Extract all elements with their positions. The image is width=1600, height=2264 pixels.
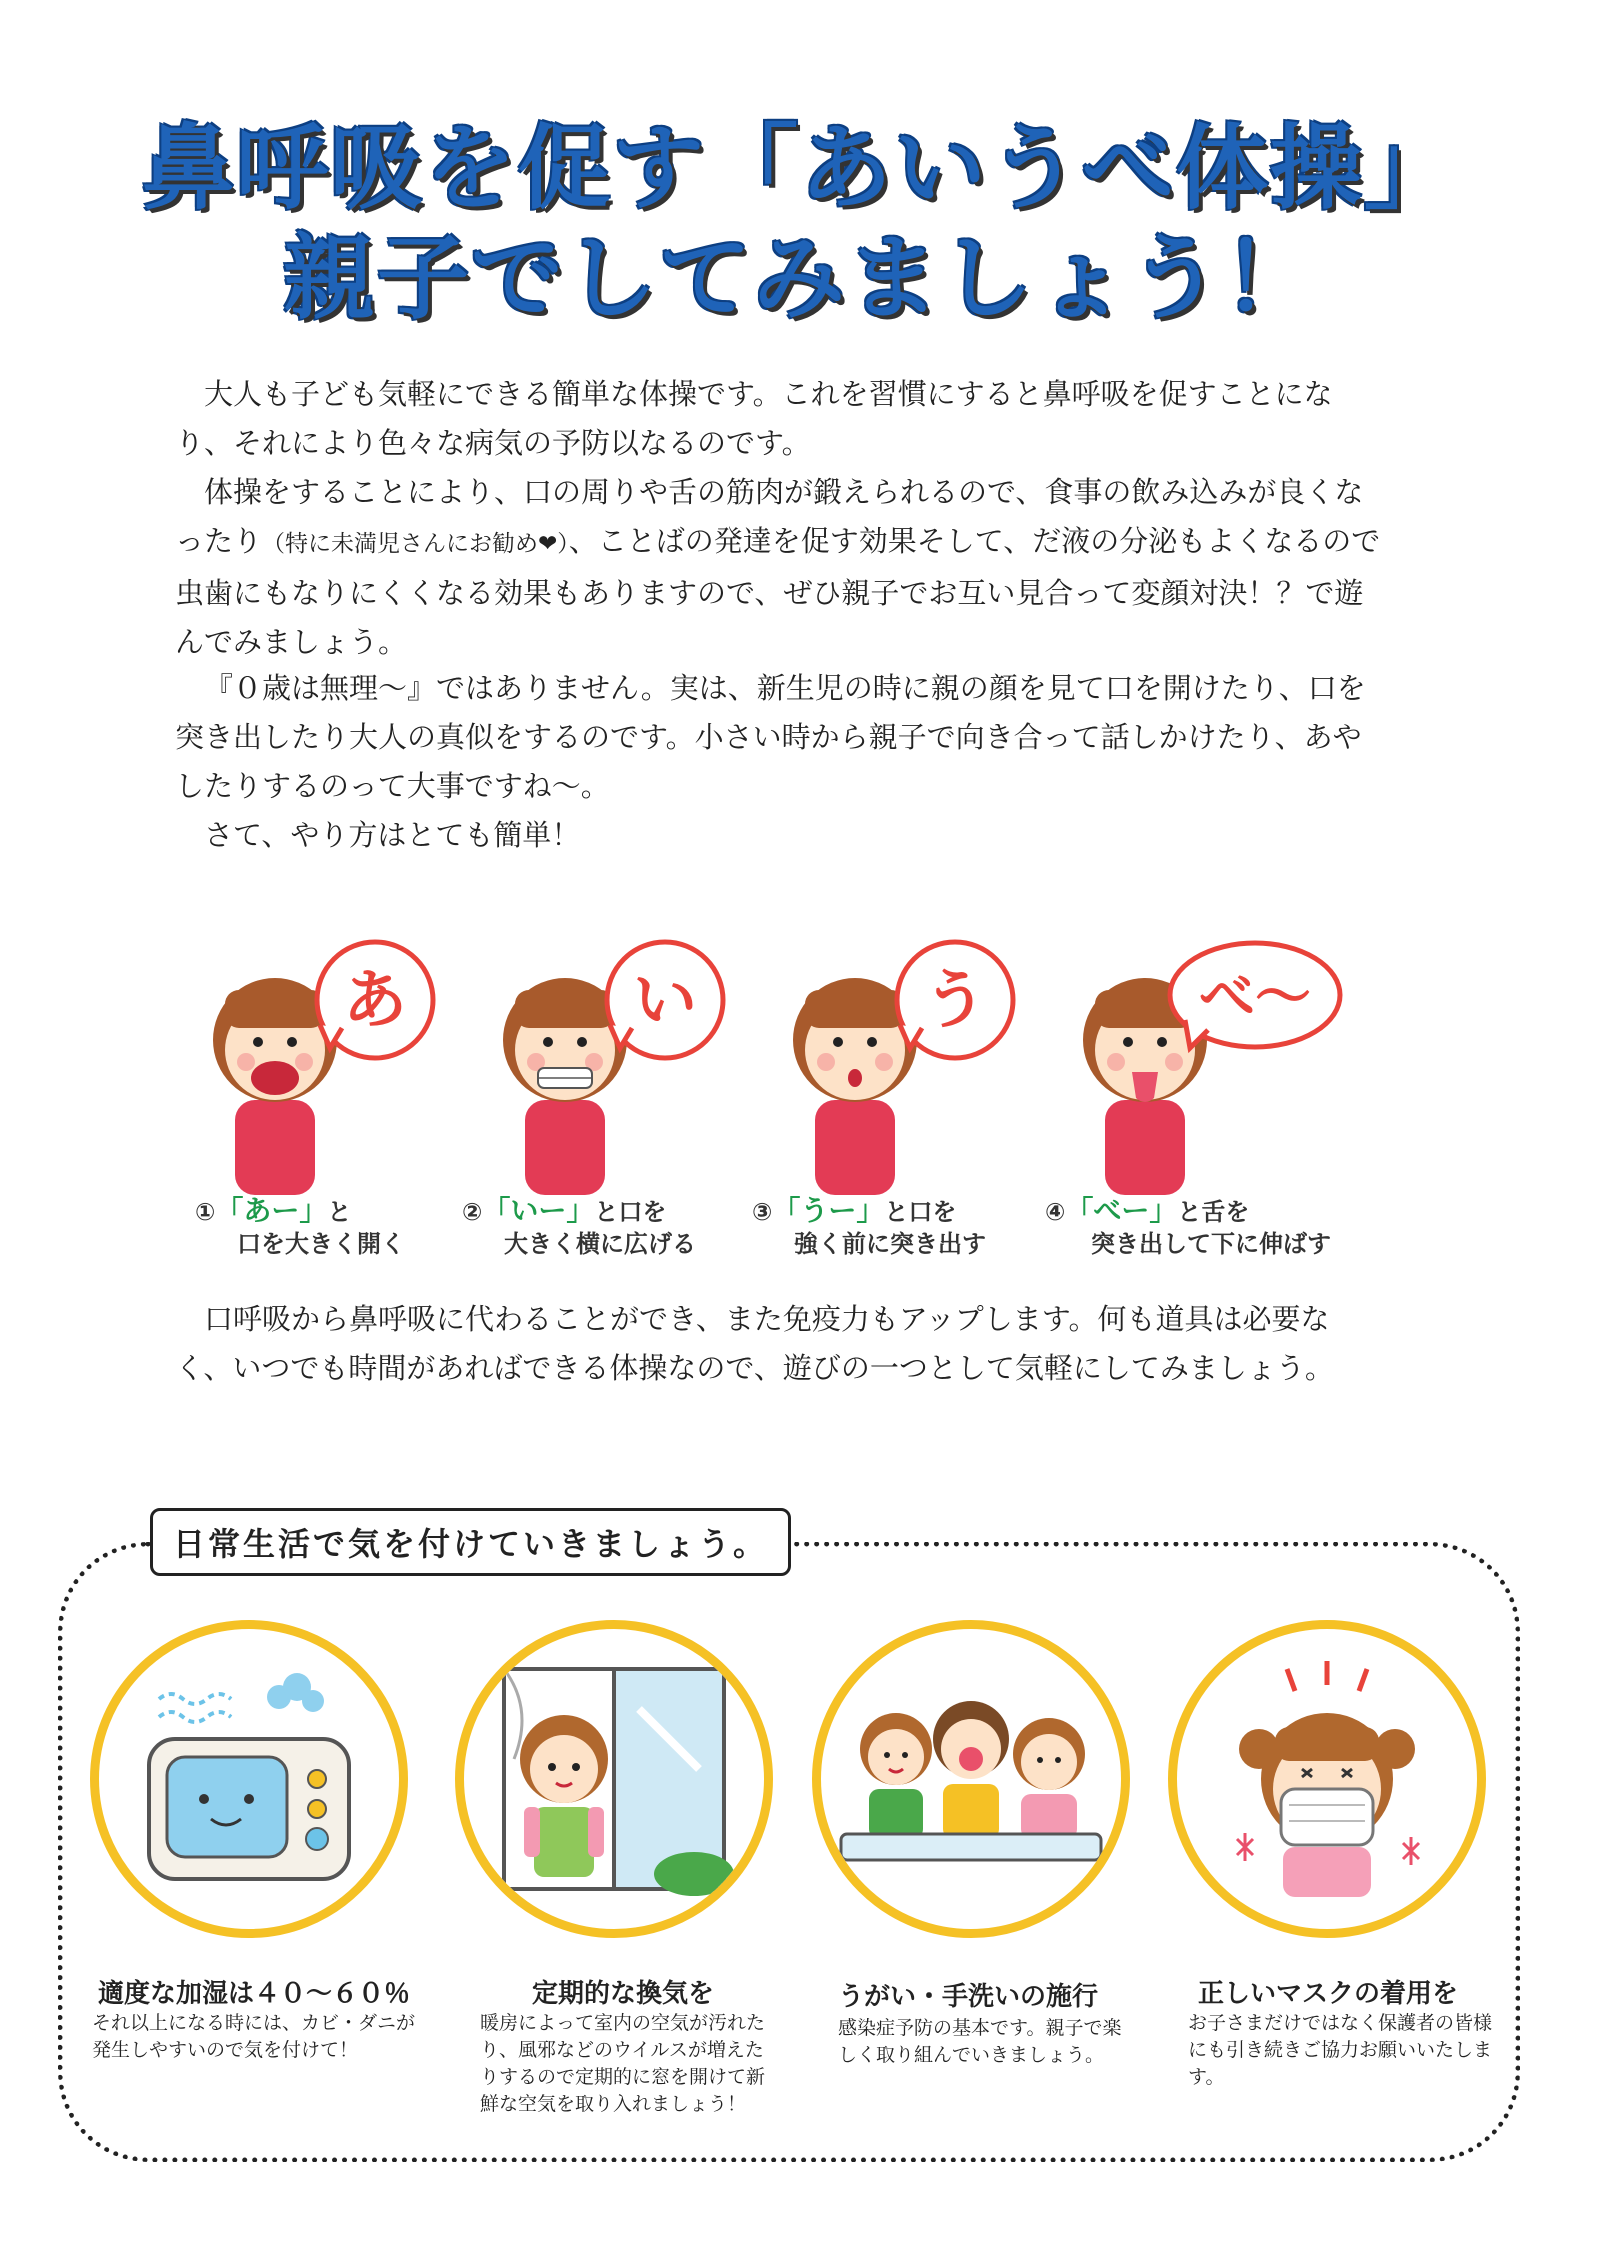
exercise-label-3-num: ③ bbox=[752, 1198, 773, 1226]
exercise-label-4-num: ④ bbox=[1045, 1198, 1066, 1226]
tip-2-title: 定期的な換気を bbox=[532, 1979, 715, 2009]
tip-1-title: 適度な加湿は４０～６０％ bbox=[98, 1979, 411, 2009]
exercise-label-1-kana: 「あー」 bbox=[215, 1194, 328, 1227]
tip-4-illustration bbox=[1168, 1620, 1486, 1938]
bubble-u-text: う bbox=[923, 964, 987, 1038]
exercise-figure-a bbox=[180, 930, 470, 1200]
daily-life-section-header: 日常生活で気を付けていきましょう。 bbox=[150, 1508, 791, 1576]
tip-3-body: 感染症予防の基本です。親子で楽しく取り組んでいきましょう。 bbox=[838, 2017, 1122, 2066]
exercise-label-3-suffix: と口を bbox=[884, 1198, 957, 1226]
page-title-line-1: 鼻呼吸を促す「あいうべ体操」 bbox=[141, 115, 1458, 222]
intro-paragraph-2-note: （特に未満児さんにお勧め❤） bbox=[262, 531, 569, 557]
exercise-label-1-desc: 口を大きく開く bbox=[237, 1230, 405, 1258]
exercise-label-2-kana: 「いー」 bbox=[482, 1194, 595, 1227]
exercise-label-4 bbox=[1045, 1195, 1331, 1260]
exercise-figure-i bbox=[470, 930, 760, 1200]
page-title-line-2: 親子でしてみましょう！ bbox=[282, 225, 1317, 332]
exercise-label-3 bbox=[752, 1195, 986, 1260]
tip-3-title: うがい・手洗いの施行 bbox=[838, 1982, 1099, 2012]
exercise-figure-be bbox=[1050, 930, 1350, 1200]
bubble-a-text: あ bbox=[343, 964, 407, 1038]
intro-paragraph-2-b: 、ことばの発達を促す効果そして、だ液の分泌もよくなるので虫歯にもなりにくくなる効果もありますので、ぜひ親子でお互い見合って変顔対決！？で遊んでみましょう。 bbox=[175, 524, 1381, 659]
tip-2-illustration bbox=[455, 1620, 773, 1938]
tip-2-body: 暖房によって室内の空気が汚れたり、風邪などのウイルスが増えたりするので定期的に窓を開けて新鮮な空気を取り入れましょう！ bbox=[480, 2012, 766, 2115]
exercise-label-4-suffix: と舌を bbox=[1177, 1198, 1250, 1226]
tip-4-body: お子さまだけではなく保護者の皆様にも引き続きご協力お願いいたします。 bbox=[1188, 2012, 1493, 2088]
tip-4-title: 正しいマスクの着用を bbox=[1198, 1979, 1459, 2009]
exercise-label-1-suffix: と bbox=[327, 1198, 352, 1226]
exercise-label-1 bbox=[195, 1195, 405, 1260]
intro-paragraph-2 bbox=[175, 468, 1385, 667]
intro-paragraph-2-a: 体操をすることにより、口の周りや舌の筋肉が鍛えられるので、食事の飲み込みが良くなったり bbox=[175, 475, 1364, 558]
exercise-label-2-desc: 大きく横に広げる bbox=[504, 1230, 696, 1258]
tip-1-body: それ以上になる時には、カビ・ダニが発生しやすいので気を付けて！ bbox=[92, 2012, 416, 2061]
exercise-label-2 bbox=[462, 1195, 696, 1260]
exercise-label-3-desc: 強く前に突き出す bbox=[794, 1230, 986, 1258]
exercise-label-3-kana: 「うー」 bbox=[772, 1194, 885, 1227]
exercise-label-2-suffix: と口を bbox=[594, 1198, 667, 1226]
exercise-label-2-num: ② bbox=[462, 1198, 483, 1226]
window-ventilation-icon bbox=[464, 1629, 764, 1929]
intro-paragraph-3: 『０歳は無理～』ではありません。実は、新生児の時に親の顔を見て口を開けたり、口を突き出したり大人の真似をするのです。小さい時から親子で向き合って話しかけたり、あやしたりするのって大事ですね～。 bbox=[175, 671, 1366, 803]
mask-icon bbox=[1177, 1629, 1477, 1929]
outro-paragraph: 口呼吸から鼻呼吸に代わることができ、また免疫力もアップします。何も道具は必要なく、いつでも時間があればできる体操なので、遊びの一つとして気軽にしてみましょう。 bbox=[175, 1302, 1334, 1385]
exercise-figure-u bbox=[760, 930, 1050, 1200]
humidifier-icon bbox=[99, 1629, 399, 1929]
tip-1-illustration bbox=[90, 1620, 408, 1938]
bubble-i-text: い bbox=[633, 964, 697, 1038]
bubble-be-text: べ～ bbox=[1199, 965, 1311, 1030]
intro-paragraph-4: さて、やり方はとても簡単！ bbox=[204, 818, 581, 852]
exercise-label-1-num: ① bbox=[195, 1198, 216, 1226]
exercise-label-4-kana: 「べー」 bbox=[1065, 1194, 1178, 1227]
hand-washing-icon bbox=[821, 1629, 1121, 1929]
exercise-label-4-desc: 突き出して下に伸ばす bbox=[1091, 1230, 1331, 1258]
intro-paragraph-1: 大人も子ども気軽にできる簡単な体操です。これを習慣にすると鼻呼吸を促すことになり、それにより色々な病気の予防以なるのです。 bbox=[175, 377, 1333, 460]
tip-3-illustration bbox=[812, 1620, 1130, 1938]
